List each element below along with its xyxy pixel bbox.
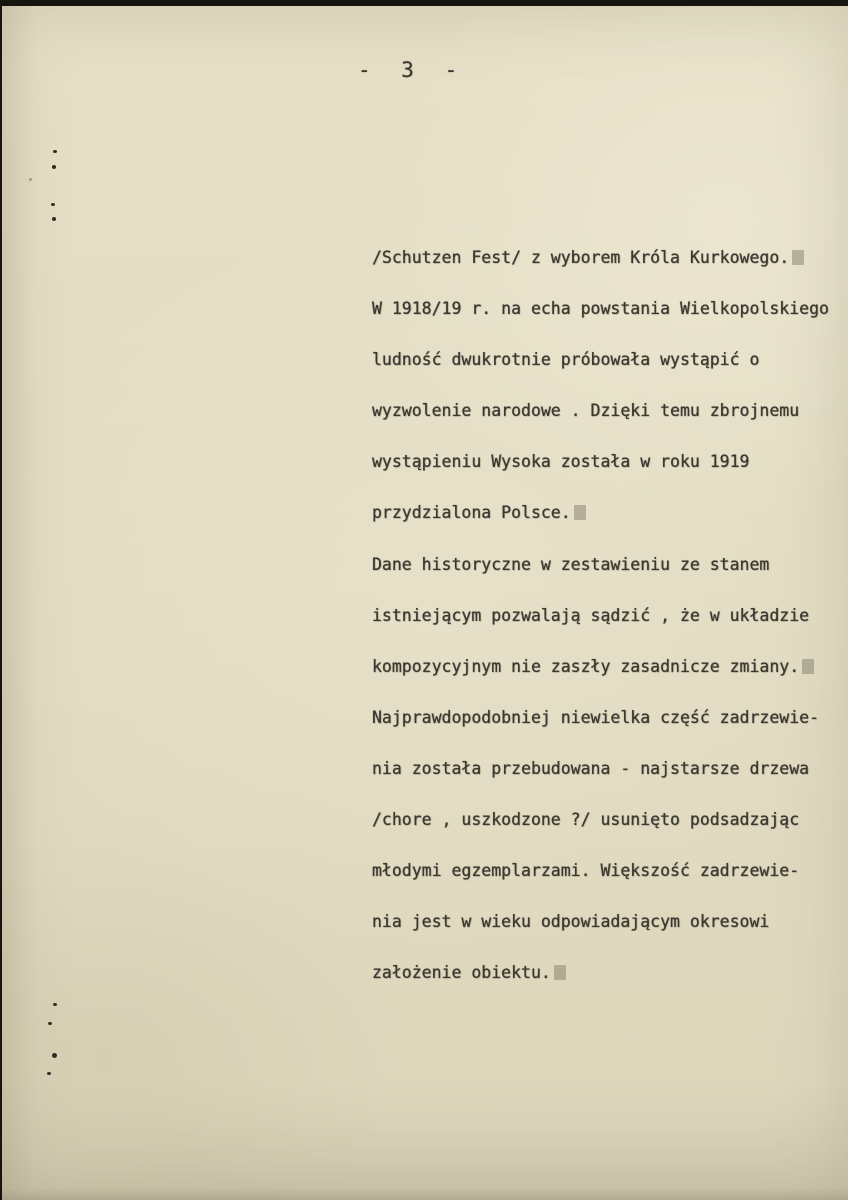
text-line-content: nia jest w wieku odpowiadającym okresowi — [372, 912, 770, 932]
text-line-content: kompozycyjnym nie zaszły zasadnicze zmiany. — [372, 656, 800, 676]
text-line-content: /Schutzen Fest/ z wyborem Króla Kurkowego. — [372, 248, 790, 267]
text-line — [372, 641, 848, 692]
text-line — [372, 436, 848, 487]
text-line — [372, 487, 848, 538]
binding-mark — [52, 217, 56, 221]
text-line-content: wystąpieniu Wysoka została w roku 1919 — [372, 452, 750, 472]
text-line-content: nia została przebudowana - najstarsze drzewa — [372, 758, 810, 778]
text-line — [372, 334, 848, 385]
page-number: - 3 - — [358, 58, 467, 82]
text-line — [372, 385, 848, 436]
text-line-content: ludność dwukrotnie próbowała wystąpić o — [372, 350, 760, 370]
text-line — [372, 743, 848, 794]
typewritten-text — [372, 232, 848, 998]
text-line — [372, 590, 848, 641]
binding-mark — [53, 150, 57, 153]
text-line — [372, 896, 848, 947]
ink-smudge — [554, 965, 566, 980]
binding-mark — [53, 1003, 57, 1006]
text-line-content: Najprawdopodobniej niewielka część zadrzewie- — [372, 707, 820, 727]
text-line — [372, 692, 848, 743]
text-line — [372, 947, 848, 998]
binding-mark — [51, 203, 55, 206]
text-line-content: młodymi egzemplarzami. Większość zadrzewie- — [372, 861, 800, 881]
text-line-content: W 1918/19 r. na echa powstania Wielkopolskiego — [372, 299, 829, 319]
text-line — [372, 232, 848, 283]
text-line-content: założenie obiektu. — [372, 963, 551, 983]
binding-mark — [52, 1053, 57, 1058]
binding-mark — [52, 165, 56, 169]
text-line-content: /chore , uszkodzone ?/ usunięto podsadzając — [372, 810, 800, 830]
text-line — [372, 539, 848, 590]
text-line-content: istniejącym pozwalają sądzić , że w układzie — [372, 605, 810, 625]
ink-smudge — [574, 505, 586, 520]
binding-mark — [47, 1072, 51, 1075]
document-page — [2, 6, 848, 1200]
text-line-content: wyzwolenie narodowe . Dzięki temu zbrojnemu — [372, 401, 800, 421]
text-line-content: przydzialona Polsce. — [372, 503, 571, 523]
text-line — [372, 283, 848, 334]
ink-smudge — [802, 659, 814, 674]
text-line — [372, 845, 848, 896]
ink-smudge — [792, 250, 804, 265]
binding-mark — [48, 1022, 52, 1025]
binding-mark — [29, 178, 32, 181]
text-line-content: Dane historyczne w zestawieniu ze stanem — [372, 554, 770, 574]
text-line — [372, 794, 848, 845]
